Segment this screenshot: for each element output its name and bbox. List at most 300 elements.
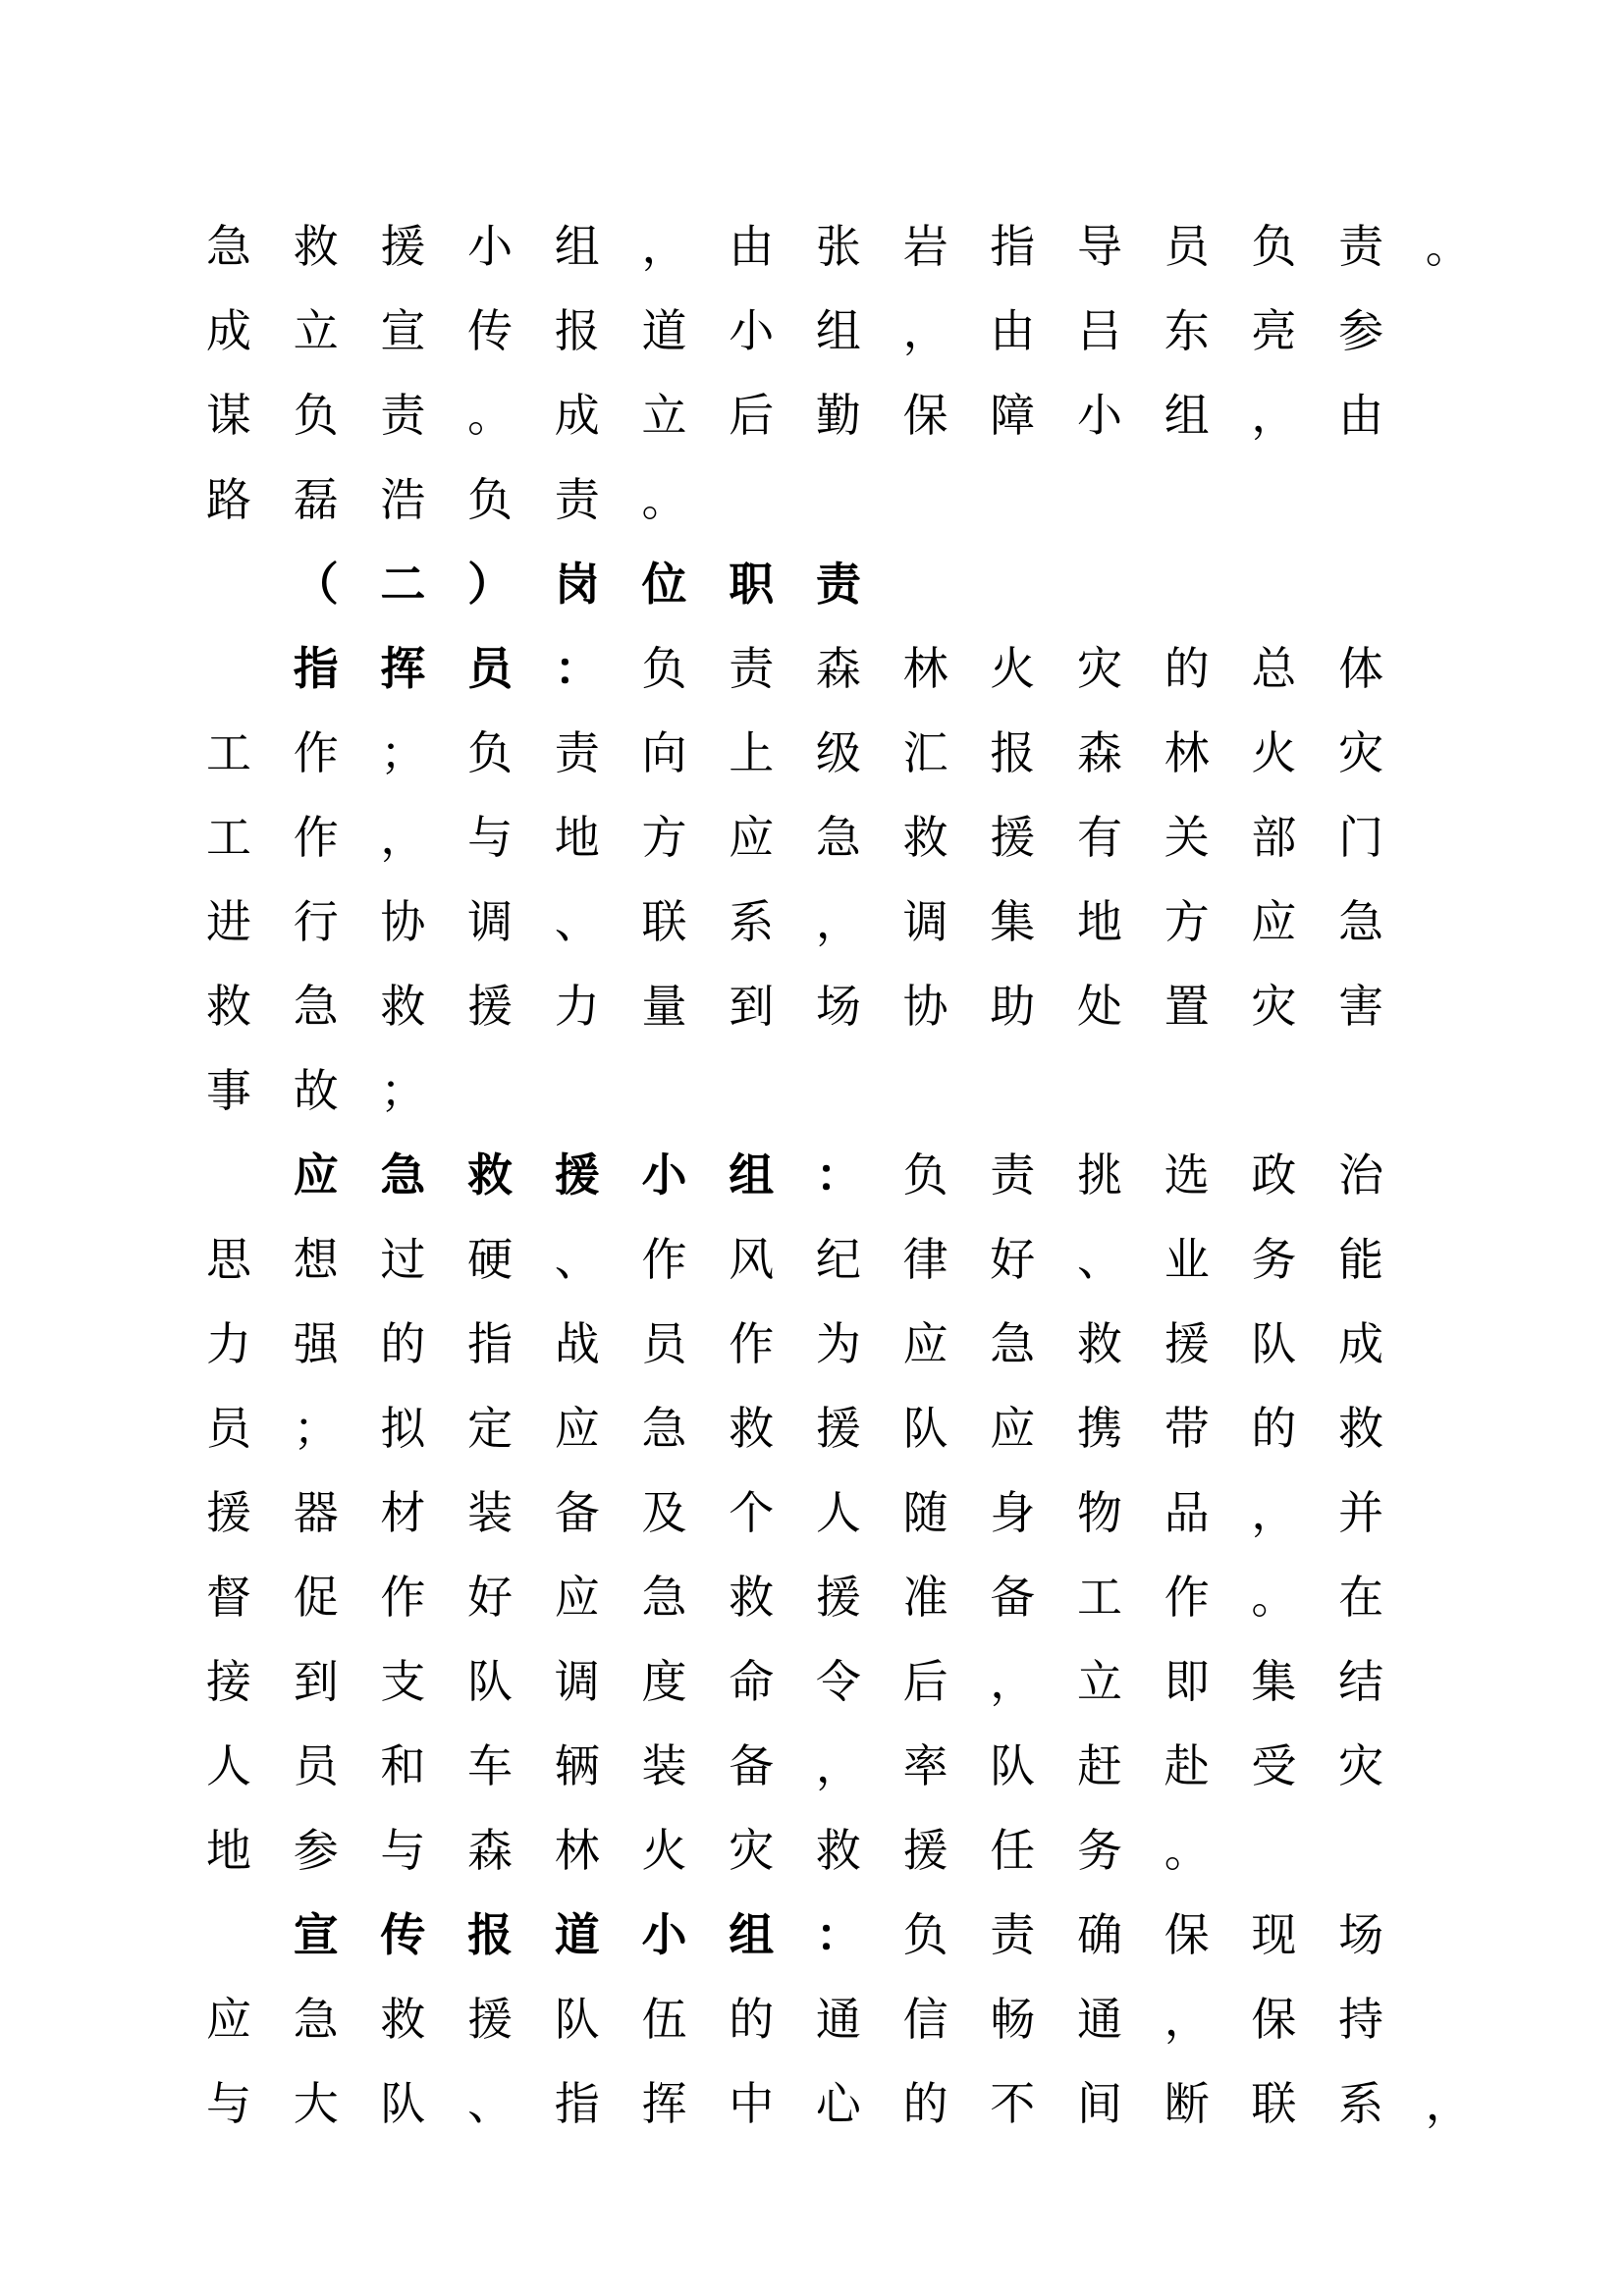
text-char: 小 [641,1148,687,1201]
text-char: 后 [902,1655,948,1708]
text-line [0,1483,1624,1542]
text-char: 置 [1164,980,1210,1033]
text-char: 责 [1338,220,1384,273]
text-char: 立 [293,304,339,357]
text-char: 负 [293,389,339,442]
text-line [0,723,1624,782]
text-char: 宣 [293,1908,339,1961]
text-char: 援 [815,1571,861,1624]
text-char: 急 [1338,895,1384,948]
text-char: 救 [206,980,251,1033]
text-char: 工 [206,811,251,864]
text-char: 集 [990,895,1036,948]
text-char: 、 [467,2077,514,2130]
text-char: 作 [641,1233,687,1286]
text-char: 与 [380,1824,426,1877]
text-char: 关 [1164,811,1210,864]
text-char: 场 [815,980,861,1033]
text-char: ； [293,1402,339,1455]
text-char: 小 [641,1908,687,1961]
text-char: 援 [467,1993,514,2046]
text-char: ， [380,811,426,864]
text-char: ； [380,726,426,779]
text-char: 路 [206,473,251,526]
text-char: 灾 [729,1824,775,1877]
text-char: 传 [467,304,514,357]
text-char: 不 [990,2077,1036,2130]
text-char: 报 [467,1908,514,1961]
text-char: 度 [641,1655,687,1708]
text-char: 协 [902,980,948,1033]
text-char: 道 [554,1908,600,1961]
text-char: 强 [293,1317,339,1370]
text-line [0,1230,1624,1289]
text-char: 与 [206,2077,251,2130]
text-char: 量 [641,980,687,1033]
text-char: 队 [380,2077,426,2130]
text-char: 车 [467,1739,514,1792]
text-char: 员 [206,1402,251,1455]
text-char: 森 [815,642,861,695]
text-char: 促 [293,1571,339,1624]
text-char: 支 [380,1655,426,1708]
text-char: 救 [293,220,339,273]
text-char: 准 [902,1571,948,1624]
text-char: 应 [206,1993,251,2046]
text-char: 由 [1338,389,1384,442]
text-char: 员 [293,1739,339,1792]
text-char: 应 [729,811,775,864]
text-char: 工 [206,726,251,779]
text-char: 参 [293,1824,339,1877]
text-char: 门 [1338,811,1384,864]
text-char: 助 [990,980,1036,1033]
text-line [0,1314,1624,1373]
text-char: 定 [467,1402,514,1455]
text-char: 调 [554,1655,600,1708]
text-char: 成 [1338,1317,1384,1370]
text-char: 地 [1077,895,1122,948]
text-line [0,977,1624,1036]
text-char: 身 [990,1486,1036,1539]
text-char: 东 [1164,304,1210,357]
text-char: 急 [815,811,861,864]
text-char: 成 [206,304,251,357]
text-char: ） [467,558,514,611]
text-char: 总 [1251,642,1297,695]
text-char: 火 [1251,726,1297,779]
text-char: 急 [206,220,251,273]
text-char: 应 [554,1402,600,1455]
text-char: 责 [990,1148,1036,1201]
text-char: 硬 [467,1233,514,1286]
text-char: 岩 [902,220,948,273]
text-char: ； [380,1064,426,1117]
text-char: 队 [1251,1317,1297,1370]
text-char: 在 [1338,1571,1384,1624]
text-char: 援 [554,1148,600,1201]
text-char: 援 [990,811,1036,864]
text-char: 联 [1251,2077,1297,2130]
text-char: 救 [1077,1317,1122,1370]
text-char: 材 [380,1486,426,1539]
text-char: 务 [1077,1824,1122,1877]
text-char: 装 [641,1739,687,1792]
text-char: 导 [1077,220,1122,273]
text-char: 责 [380,389,426,442]
text-char: 到 [729,980,775,1033]
text-char: 谋 [206,389,251,442]
text-char: 作 [729,1317,775,1370]
text-char: 火 [990,642,1036,695]
text-char: 上 [729,726,775,779]
text-char: 救 [729,1402,775,1455]
text-char: ： [815,1148,861,1201]
text-char: ， [1251,1486,1297,1539]
text-line [0,1652,1624,1711]
text-char: 应 [554,1571,600,1624]
text-char: 磊 [293,473,339,526]
text-char: 的 [380,1317,426,1370]
text-char: 应 [293,1148,339,1201]
text-char: 结 [1338,1655,1384,1708]
text-char: 救 [902,811,948,864]
text-char: 的 [1251,1402,1297,1455]
text-char: 伍 [641,1993,687,2046]
text-char: ， [815,895,861,948]
text-char: 思 [206,1233,251,1286]
text-char: 器 [293,1486,339,1539]
text-char: ， [1425,2077,1471,2130]
text-char: 率 [902,1739,948,1792]
text-char: 进 [206,895,251,948]
text-char: 负 [902,1148,948,1201]
text-char: 作 [293,811,339,864]
text-char: 森 [1077,726,1122,779]
text-char: 灾 [1077,642,1122,695]
text-char: 集 [1251,1655,1297,1708]
text-char: 指 [554,2077,600,2130]
text-char: 畅 [990,1993,1036,2046]
text-char: 。 [1425,220,1471,273]
text-char: 赴 [1164,1739,1210,1792]
text-char: 系 [729,895,775,948]
text-char: 到 [293,1655,339,1708]
text-char: 过 [380,1233,426,1286]
text-char: 作 [1164,1571,1210,1624]
text-char: 援 [206,1486,251,1539]
text-char: 急 [990,1317,1036,1370]
text-char: 宣 [380,304,426,357]
text-char: 务 [1251,1233,1297,1286]
text-char: 小 [1077,389,1122,442]
text-char: 传 [380,1908,426,1961]
text-char: 地 [554,811,600,864]
text-char: 和 [380,1739,426,1792]
text-char: 业 [1164,1233,1210,1286]
text-char: 急 [641,1402,687,1455]
text-char: 联 [641,895,687,948]
text-char: 林 [1164,726,1210,779]
text-char: 援 [902,1824,948,1877]
text-char: 个 [729,1486,775,1539]
text-char: 的 [902,2077,948,2130]
text-char: 有 [1077,811,1122,864]
text-char: 救 [467,1148,514,1201]
text-char: 保 [902,389,948,442]
text-char: 组 [1164,389,1210,442]
text-char: 报 [554,304,600,357]
text-char: 作 [380,1571,426,1624]
text-char: 灾 [1338,726,1384,779]
text-char: 故 [293,1064,339,1117]
text-char: ， [641,220,687,273]
text-char: 急 [293,1993,339,2046]
text-char: 浩 [380,473,426,526]
text-char: 物 [1077,1486,1122,1539]
text-char: 森 [467,1824,514,1877]
text-char: 挥 [641,2077,687,2130]
text-char: 事 [206,1064,251,1117]
text-char: 负 [467,726,514,779]
text-line [0,301,1624,360]
text-char: 与 [467,811,514,864]
text-char: 律 [902,1233,948,1286]
text-char: 急 [380,1148,426,1201]
text-char: 汇 [902,726,948,779]
text-line [0,1061,1624,1120]
text-char: 立 [641,389,687,442]
text-char: 方 [641,811,687,864]
text-line [0,808,1624,867]
text-line [0,639,1624,698]
text-char: 负 [1251,220,1297,273]
text-char: 的 [729,1993,775,2046]
text-char: 组 [815,304,861,357]
text-char: 援 [380,220,426,273]
text-char: 接 [206,1655,251,1708]
text-char: 拟 [380,1402,426,1455]
text-char: 道 [641,304,687,357]
text-char: 组 [554,220,600,273]
text-char: 携 [1077,1402,1122,1455]
text-char: 小 [729,304,775,357]
text-char: 成 [554,389,600,442]
text-char: 急 [641,1571,687,1624]
text-char: 职 [729,558,775,611]
text-char: 灾 [1338,1739,1384,1792]
text-char: 受 [1251,1739,1297,1792]
text-char: 害 [1338,980,1384,1033]
text-char: 急 [293,980,339,1033]
text-char: 林 [554,1824,600,1877]
text-char: 战 [554,1317,600,1370]
text-char: 员 [467,642,514,695]
text-char: 好 [467,1571,514,1624]
text-char: 力 [206,1317,251,1370]
text-char: 信 [902,1993,948,2046]
text-char: 系 [1338,2077,1384,2130]
text-line [0,555,1624,614]
text-char: 火 [641,1824,687,1877]
text-char: 持 [1338,1993,1384,2046]
text-char: 负 [467,473,514,526]
text-char: 员 [1164,220,1210,273]
text-char: 即 [1164,1655,1210,1708]
text-char: 间 [1077,2077,1122,2130]
text-char: 员 [641,1317,687,1370]
text-char: 援 [815,1402,861,1455]
text-line [0,217,1624,276]
text-char: 张 [815,220,861,273]
text-char: 后 [729,389,775,442]
text-line [0,1905,1624,1964]
text-char: 心 [815,2077,861,2130]
text-char: 立 [1077,1655,1122,1708]
text-char: 负 [902,1908,948,1961]
text-char: 、 [554,1233,600,1286]
text-line [0,1568,1624,1627]
text-char: 二 [380,558,426,611]
text-char: 随 [902,1486,948,1539]
text-char: 林 [902,642,948,695]
text-char: 命 [729,1655,775,1708]
text-char: 救 [1338,1402,1384,1455]
text-char: 级 [815,726,861,779]
text-char: 岗 [554,558,600,611]
text-char: 挑 [1077,1148,1122,1201]
text-char: 指 [293,642,339,695]
text-char: ， [815,1739,861,1792]
text-char: 、 [554,895,600,948]
text-char: 中 [729,2077,775,2130]
text-line [0,470,1624,529]
text-line [0,1990,1624,2049]
text-char: 灾 [1251,980,1297,1033]
text-char: 救 [729,1571,775,1624]
text-char: 现 [1251,1908,1297,1961]
text-line [0,892,1624,951]
text-char: 。 [467,389,514,442]
text-char: （ [293,558,339,611]
text-char: 保 [1164,1908,1210,1961]
text-char: 向 [641,726,687,779]
text-char: 大 [293,2077,339,2130]
text-char: 责 [554,726,600,779]
text-char: 应 [1251,895,1297,948]
text-char: 督 [206,1571,251,1624]
text-char: 负 [641,642,687,695]
text-char: 应 [990,1402,1036,1455]
text-char: 并 [1338,1486,1384,1539]
text-char: 治 [1338,1148,1384,1201]
text-char: 带 [1164,1402,1210,1455]
text-char: 亮 [1251,304,1297,357]
text-char: 作 [293,726,339,779]
text-char: ： [554,642,600,695]
text-char: 挥 [380,642,426,695]
text-char: 装 [467,1486,514,1539]
text-char: 参 [1338,304,1384,357]
text-char: 通 [1077,1993,1122,2046]
text-line [0,2074,1624,2133]
text-char: 方 [1164,895,1210,948]
text-char: 赶 [1077,1739,1122,1792]
text-char: 队 [990,1739,1036,1792]
text-char: 援 [1164,1317,1210,1370]
text-char: 人 [815,1486,861,1539]
text-char: 地 [206,1824,251,1877]
text-char: 由 [990,304,1036,357]
text-char: 队 [554,1993,600,2046]
text-char: 处 [1077,980,1122,1033]
text-char: 小 [467,220,514,273]
text-char: 部 [1251,811,1297,864]
text-char: 障 [990,389,1036,442]
text-char: 援 [467,980,514,1033]
text-char: 救 [815,1824,861,1877]
text-char: 救 [380,1993,426,2046]
text-char: 责 [729,642,775,695]
text-char: 确 [1077,1908,1122,1961]
text-char: 。 [1164,1824,1210,1877]
text-char: ： [815,1908,861,1961]
text-char: 风 [729,1233,775,1286]
text-char: 责 [990,1908,1036,1961]
text-line [0,1821,1624,1880]
text-char: 应 [902,1317,948,1370]
text-char: 。 [1251,1571,1297,1624]
text-char: 力 [554,980,600,1033]
text-char: 人 [206,1739,251,1792]
text-char: 保 [1251,1993,1297,2046]
text-char: 备 [990,1571,1036,1624]
text-char: 组 [729,1148,775,1201]
text-char: 救 [380,980,426,1033]
text-char: ， [1251,389,1297,442]
text-char: 能 [1338,1233,1384,1286]
text-char: 体 [1338,642,1384,695]
text-char: 备 [729,1739,775,1792]
text-line [0,1736,1624,1795]
text-char: 调 [902,895,948,948]
text-char: 由 [729,220,775,273]
text-char: ， [990,1655,1036,1708]
text-char: 为 [815,1317,861,1370]
text-char: 场 [1338,1908,1384,1961]
text-char: 断 [1164,2077,1210,2130]
text-char: 指 [467,1317,514,1370]
text-char: 、 [1077,1233,1122,1286]
text-line [0,386,1624,445]
text-char: 政 [1251,1148,1297,1201]
text-char: 责 [815,558,861,611]
text-char: 备 [554,1486,600,1539]
text-char: 队 [902,1402,948,1455]
text-char: 吕 [1077,304,1122,357]
text-char: 行 [293,895,339,948]
text-char: 通 [815,1993,861,2046]
text-char: 任 [990,1824,1036,1877]
text-char: 工 [1077,1571,1122,1624]
text-char: 的 [1164,642,1210,695]
text-char: 。 [641,473,687,526]
text-char: 组 [729,1908,775,1961]
text-char: 辆 [554,1739,600,1792]
text-char: 选 [1164,1148,1210,1201]
text-char: 位 [641,558,687,611]
text-char: ， [1164,1993,1210,2046]
